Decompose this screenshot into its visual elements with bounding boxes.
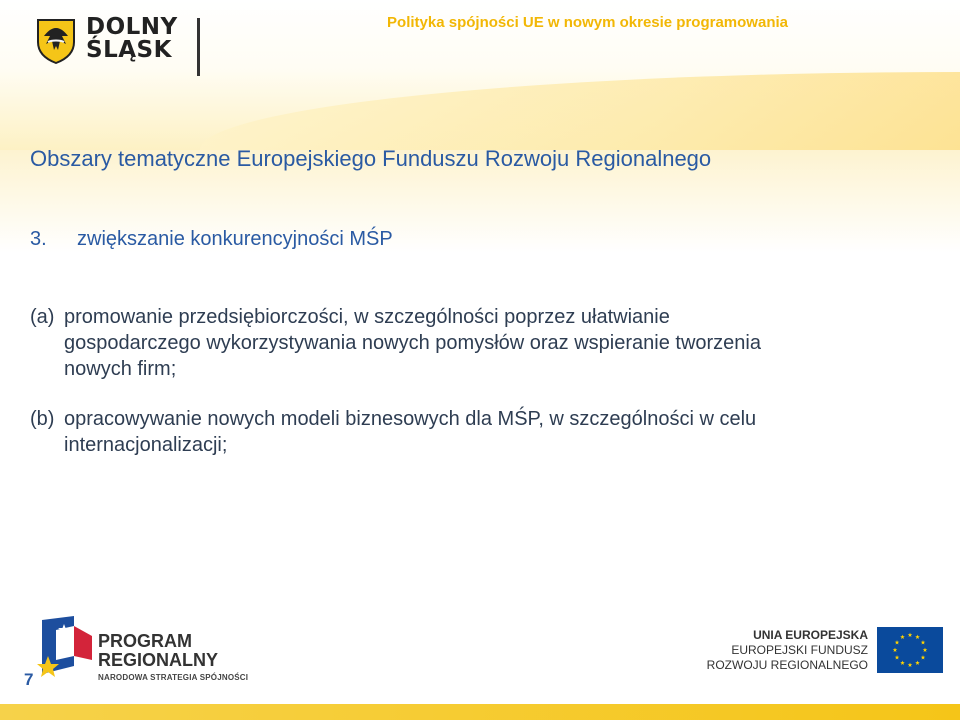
list-item-a bbox=[30, 304, 930, 382]
program-line2: REGIONALNY bbox=[98, 650, 219, 670]
program-regionalny-text bbox=[98, 632, 248, 682]
program-line1: PROGRAM bbox=[98, 631, 192, 651]
eagle-shield-icon bbox=[36, 18, 76, 64]
logo-text-line1: DOLNY bbox=[86, 14, 178, 40]
list-item-line: internacjonalizacji; bbox=[64, 434, 228, 456]
list-item-line: opracowywanie nowych modeli biznesowych dla MŚP, w szczególności w celu bbox=[64, 408, 757, 430]
point-heading bbox=[30, 228, 393, 251]
list-item-text bbox=[64, 304, 930, 382]
dolny-slask-logo bbox=[36, 16, 186, 76]
list-item-label: (b) bbox=[30, 408, 55, 430]
footer-bar bbox=[0, 704, 960, 720]
page-number: 7 bbox=[24, 670, 34, 689]
list-item-line: gospodarczego wykorzystywania nowych pomysłów oraz wspieranie tworzenia bbox=[64, 332, 761, 354]
program-line3: NARODOWA STRATEGIA SPÓJNOŚCI bbox=[98, 673, 249, 682]
point-number: 3. bbox=[30, 228, 47, 250]
list-item-b bbox=[30, 406, 930, 458]
slide-title: Obszary tematyczne Europejskiego Funduszu Rozwoju Regionalnego bbox=[30, 146, 712, 171]
list-item-text bbox=[64, 406, 930, 458]
header-title: Polityka spójności UE w nowym okresie programowania bbox=[387, 14, 788, 31]
list-item-line: nowych firm; bbox=[64, 358, 177, 380]
eu-line2: EUROPEJSKI FUNDUSZ bbox=[731, 643, 868, 657]
logo-wordmark bbox=[86, 16, 178, 62]
logo-text-line2: ŚLĄSK bbox=[86, 37, 172, 63]
point-text: zwiększanie konkurencyjności MŚP bbox=[77, 228, 393, 250]
eu-flag-icon bbox=[877, 627, 943, 673]
list-item-label: (a) bbox=[30, 306, 55, 328]
header-divider bbox=[197, 18, 200, 76]
eu-fund-text bbox=[707, 628, 868, 673]
eu-line1: UNIA EUROPEJSKA bbox=[753, 628, 868, 642]
program-regionalny-logo-icon bbox=[34, 616, 98, 688]
list-item-line: promowanie przedsiębiorczości, w szczególności poprzez ułatwianie bbox=[64, 306, 670, 328]
eu-line3: ROZWOJU REGIONALNEGO bbox=[706, 658, 868, 672]
